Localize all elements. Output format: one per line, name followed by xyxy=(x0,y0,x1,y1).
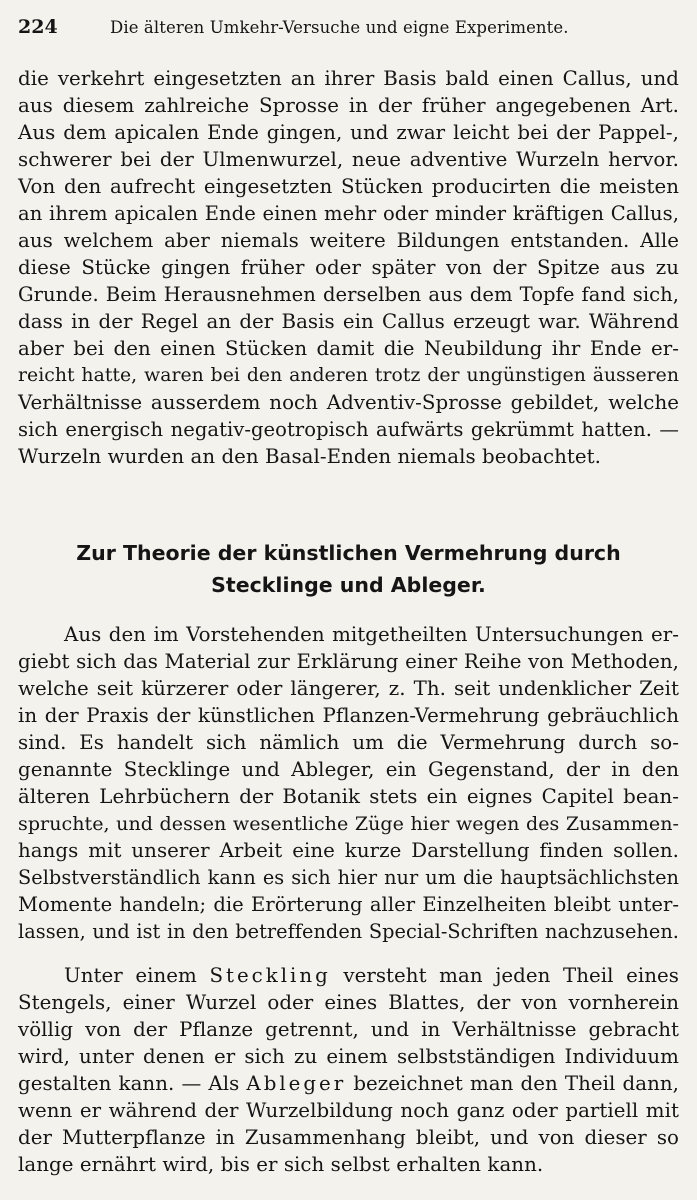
text-line: reicht hatte, waren bei den anderen trotz der ungünstigen äusseren xyxy=(18,365,679,386)
text-run: gestalten kann. — Als xyxy=(18,1072,247,1095)
text-line: lassen, und ist in den betreffenden Special-Schriften nachzusehen. xyxy=(18,920,679,943)
text-line: lange ernährt wird, bis er sich selbst erhalten kann. xyxy=(18,1153,544,1176)
text-run: bezeichnet man den Theil dann, xyxy=(346,1072,679,1095)
text-line: schwerer bei der Ulmenwurzel, neue adventive Wurzeln hervor. xyxy=(18,148,679,171)
text-line: Stengels, einer Wurzel oder eines Blattes, der von vornherein xyxy=(18,991,679,1014)
text-run: Unter einem xyxy=(64,964,210,987)
text-line: Selbstverständlich kann es sich hier nur um die hauptsächlichsten xyxy=(18,866,679,889)
text-line xyxy=(64,963,679,990)
page-header xyxy=(18,16,679,44)
text-line: Wurzeln wurden an den Basal-Enden niemals beobachtet. xyxy=(18,445,601,468)
section-heading-line-1: Zur Theorie der künstlichen Vermehrung durch xyxy=(76,541,621,565)
text-line: völlig von der Pflanze getrennt, und in Verhältnisse gebracht xyxy=(18,1018,679,1041)
text-line: an ihrem apicalen Ende einen mehr oder minder kräftigen Callus, xyxy=(18,202,679,225)
text-line: Aus den im Vorstehenden mitgetheilten Untersuchungen er- xyxy=(64,623,679,646)
text-line: wird, unter denen er sich zu einem selbstständigen Individuum xyxy=(18,1045,679,1068)
text-line: dass in der Regel an der Basis ein Callus erzeugt war. Während xyxy=(18,310,679,333)
text-line: Grunde. Beim Herausnehmen derselben aus dem Topfe fand sich, xyxy=(18,283,679,306)
text-line: wenn er während der Wurzelbildung noch ganz oder partiell mit xyxy=(18,1099,679,1122)
page-number: 224 xyxy=(18,16,58,38)
text-line: welche seit kürzerer oder längerer, z. Th. seit undenklicher Zeit xyxy=(18,677,679,700)
text-line: sind. Es handelt sich nämlich um die Vermehrung durch so- xyxy=(18,731,679,754)
text-line: in der Praxis der künstlichen Pflanzen-Vermehrung gebräuchlich xyxy=(18,704,679,727)
term-ableger: Ableger xyxy=(246,1072,347,1095)
text-line: die verkehrt eingesetzten an ihrer Basis bald einen Callus, und xyxy=(18,67,679,90)
text-line xyxy=(18,1071,679,1098)
text-line: Momente handeln; die Erörterung aller Einzelheiten bleibt unter- xyxy=(18,893,679,916)
text-line: hangs mit unserer Arbeit eine kurze Darstellung finden sollen. xyxy=(18,839,679,862)
text-line: aus welchem aber niemals weitere Bildungen entstanden. Alle xyxy=(18,229,679,252)
text-line: sich energisch negativ-geotropisch aufwärts gekrümmt hatten. — xyxy=(18,418,679,441)
text-line: giebt sich das Material zur Erklärung einer Reihe von Methoden, xyxy=(18,650,679,673)
section-heading-line-2: Stecklinge und Ableger. xyxy=(211,573,486,597)
text-line: aus diesem zahlreiche Sprosse in der früher angegebenen Art. xyxy=(18,94,679,117)
term-steckling: Steckling xyxy=(209,964,331,987)
text-line: genannte Stecklinge und Ableger, ein Gegenstand, der in den xyxy=(18,758,679,781)
text-line: Aus dem apicalen Ende gingen, und zwar leicht bei der Pappel-, xyxy=(18,121,679,144)
text-line: spruchte, und dessen wesentliche Züge hier wegen des Zusammen- xyxy=(18,813,679,835)
text-line: aber bei den einen Stücken damit die Neubildung ihr Ende er- xyxy=(18,337,679,360)
text-line: diese Stücke gingen früher oder später von der Spitze aus zu xyxy=(18,256,679,279)
text-line: Verhältnisse ausserdem noch Adventiv-Sprosse gebildet, welche xyxy=(18,391,679,414)
text-run: versteht man jeden Theil eines xyxy=(330,964,679,987)
text-line: der Mutterpflanze in Zusammenhang bleibt, und von dieser so xyxy=(18,1126,679,1149)
text-line: Von den aufrecht eingesetzten Stücken producirten die meisten xyxy=(18,175,679,198)
running-title: Die älteren Umkehr-Versuche und eigne Experimente. xyxy=(110,18,569,37)
text-line: älteren Lehrbüchern der Botanik stets ein eignes Capitel bean- xyxy=(18,785,679,808)
